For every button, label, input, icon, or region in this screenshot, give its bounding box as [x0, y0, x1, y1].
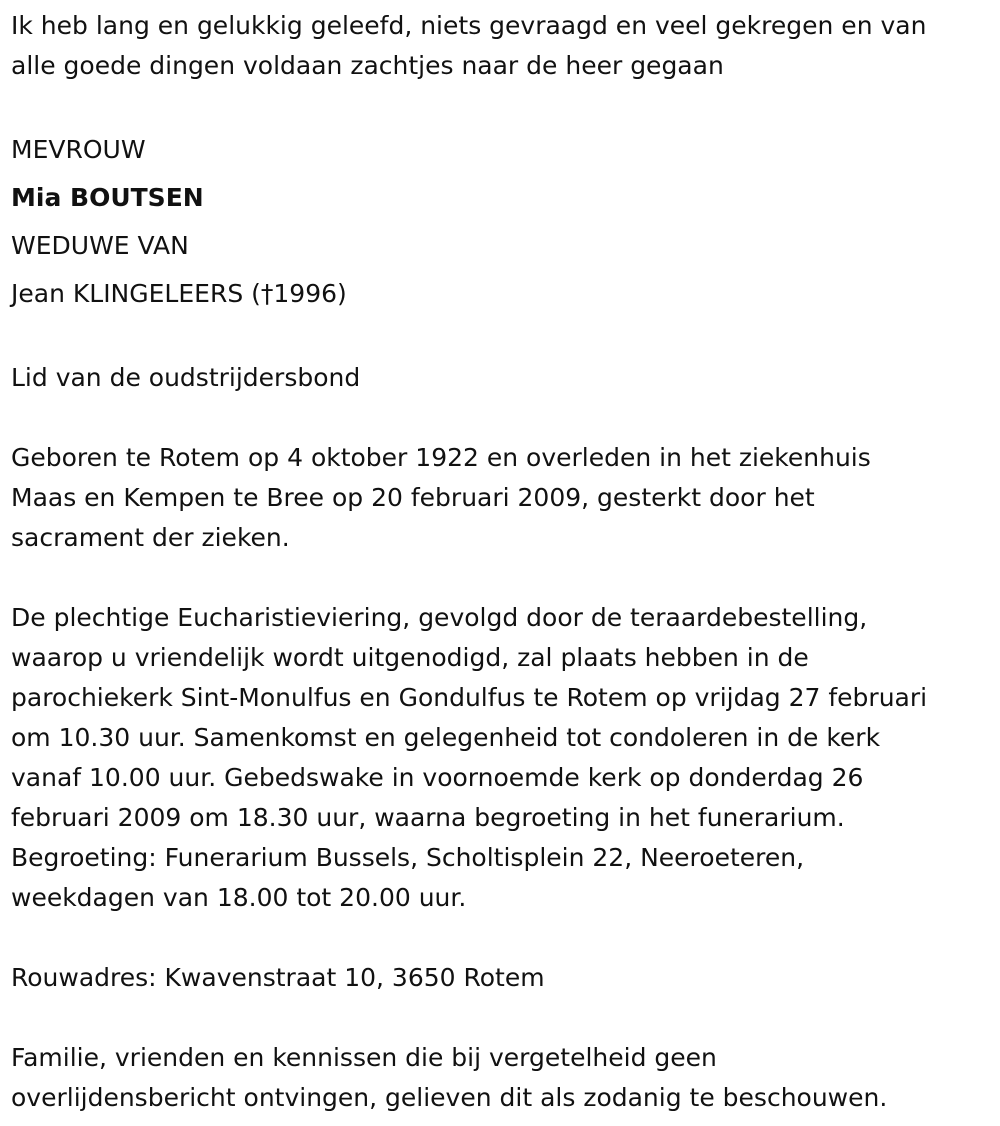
membership-paragraph [11, 358, 996, 398]
birth-death-line: Maas en Kempen te Bree op 20 februari 2009, gesterkt door het [11, 483, 815, 512]
membership-line: Lid van de oudstrijdersbond [11, 363, 361, 392]
spacer [11, 318, 996, 358]
notice-paragraph [11, 1038, 996, 1118]
birth-death-line: Geboren te Rotem op 4 oktober 1922 en overleden in het ziekenhuis [11, 443, 871, 472]
spacer [11, 918, 996, 958]
notice-line: Familie, vrienden en kennissen die bij vergetelheid geen [11, 1043, 717, 1072]
notice-line: overlijdensbericht ontvingen, gelieven dit als zodanig te beschouwen. [11, 1083, 888, 1112]
address-paragraph [11, 958, 996, 998]
spacer [11, 998, 996, 1038]
ceremony-line: februari 2009 om 18.30 uur, waarna begroeting in het funerarium. [11, 803, 845, 832]
motto-paragraph [11, 6, 996, 86]
ceremony-line: om 10.30 uur. Samenkomst en gelegenheid tot condoleren in de kerk [11, 723, 881, 752]
ceremony-line: waarop u vriendelijk wordt uitgenodigd, zal plaats hebben in de [11, 643, 809, 672]
ceremony-line: parochiekerk Sint-Monulfus en Gondulfus te Rotem op vrijdag 27 februari [11, 683, 928, 712]
deceased-relation: WEDUWE VAN [11, 231, 189, 260]
address-line: Rouwadres: Kwavenstraat 10, 3650 Rotem [11, 963, 545, 992]
ceremony-line: vanaf 10.00 uur. Gebedswake in voornoemde kerk op donderdag 26 [11, 763, 864, 792]
deceased-title: MEVROUW [11, 135, 146, 164]
motto-line: alle goede dingen voldaan zachtjes naar de heer gegaan [11, 51, 724, 80]
deceased-name: Mia BOUTSEN [11, 183, 204, 212]
ceremony-paragraph [11, 598, 996, 918]
spacer [11, 86, 996, 126]
ceremony-line: weekdagen van 18.00 tot 20.00 uur. [11, 883, 467, 912]
spacer [11, 398, 996, 438]
ceremony-line: De plechtige Eucharistieviering, gevolgd door de teraardebestelling, [11, 603, 868, 632]
ceremony-line: Begroeting: Funerarium Bussels, Scholtisplein 22, Neeroeteren, [11, 843, 805, 872]
deceased-block [11, 126, 996, 318]
birth-death-line: sacrament der zieken. [11, 523, 290, 552]
spouse-name: Jean KLINGELEERS (†1996) [11, 279, 347, 308]
obituary-text [11, 6, 996, 1118]
birth-death-paragraph [11, 438, 996, 558]
spacer [11, 558, 996, 598]
motto-line: Ik heb lang en gelukkig geleefd, niets gevraagd en veel gekregen en van [11, 11, 927, 40]
